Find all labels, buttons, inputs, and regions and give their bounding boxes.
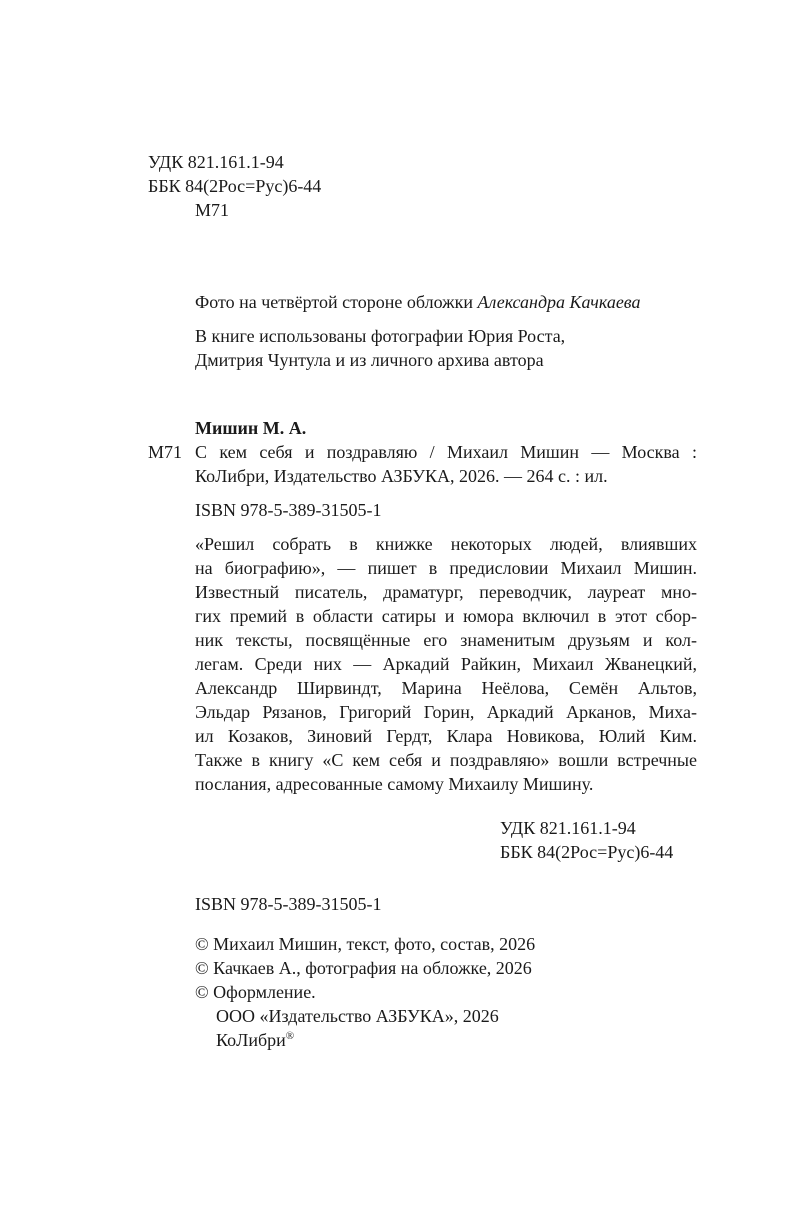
photos-credit-line2: Дмитрия Чунтула и из личного архива автора — [195, 350, 544, 370]
catalog-title-line2: КоЛибри, Издательство АЗБУКА, 2026. — 264 с. : ил. — [195, 466, 608, 486]
copyright-text: © Михаил Мишин, текст, фото, состав, 2026 — [195, 934, 536, 954]
annotation-line: на биографию», — пишет в предисловии Михаил Мишин. — [195, 558, 697, 578]
annotation-line: ил Козаков, Зиновий Гердт, Клара Новикова, Юлий Ким. — [195, 726, 697, 746]
publisher-name: ООО «Издательство АЗБУКА», 2026 — [216, 1006, 499, 1026]
annotation-line: Эльдар Рязанов, Григорий Горин, Аркадий Арканов, Миха- — [195, 702, 697, 722]
header-author-mark: М71 — [195, 200, 230, 220]
catalog-mark: М71 — [148, 442, 183, 462]
annotation-line: Известный писатель, драматург, переводчик, лауреат мно- — [195, 582, 697, 602]
cover-photo-author: Александра Качкаева — [477, 292, 641, 312]
classification-udk: УДК 821.161.1-94 — [500, 818, 636, 838]
footer-isbn: ISBN 978-5-389-31505-1 — [195, 894, 382, 914]
annotation-line: «Решил собрать в книжке некоторых людей, влиявших — [195, 534, 697, 554]
annotation-line: Александр Ширвиндт, Марина Неёлова, Семён Альтов, — [195, 678, 697, 698]
annotation-line: послания, адресованные самому Михаилу Мишину. — [195, 774, 594, 794]
catalog-author: Мишин М. А. — [195, 418, 307, 438]
copyright-design: © Оформление. — [195, 982, 316, 1002]
annotation-line: ник тексты, посвящённые его знаменитым друзьям и кол- — [195, 630, 697, 650]
registered-mark: ® — [285, 1030, 295, 1042]
classification-bbk: ББК 84(2Рос=Рус)6-44 — [500, 842, 674, 862]
annotation-line: гих премий в области сатиры и юмора включил в этот сбор- — [195, 606, 697, 626]
photos-credit-line1: В книге использованы фотографии Юрия Роста, — [195, 326, 566, 346]
catalog-title-line1: С кем себя и поздравляю / Михаил Мишин — Москва : — [195, 442, 697, 462]
annotation-line: легам. Среди них — Аркадий Райкин, Михаил Жванецкий, — [195, 654, 697, 674]
header-udk: УДК 821.161.1-94 — [148, 152, 284, 172]
copyright-photo: © Качкаев А., фотография на обложке, 2026 — [195, 958, 532, 978]
cover-photo-credit — [195, 290, 641, 314]
annotation-line: Также в книгу «С кем себя и поздравляю» вошли встречные — [195, 750, 697, 770]
cover-photo-prefix: Фото на четвёртой стороне обложки — [195, 292, 478, 312]
header-bbk: ББК 84(2Рос=Рус)6-44 — [148, 176, 322, 196]
imprint-name — [216, 1028, 294, 1052]
catalog-isbn: ISBN 978-5-389-31505-1 — [195, 500, 382, 520]
imprint-label: КоЛибри — [216, 1030, 286, 1050]
